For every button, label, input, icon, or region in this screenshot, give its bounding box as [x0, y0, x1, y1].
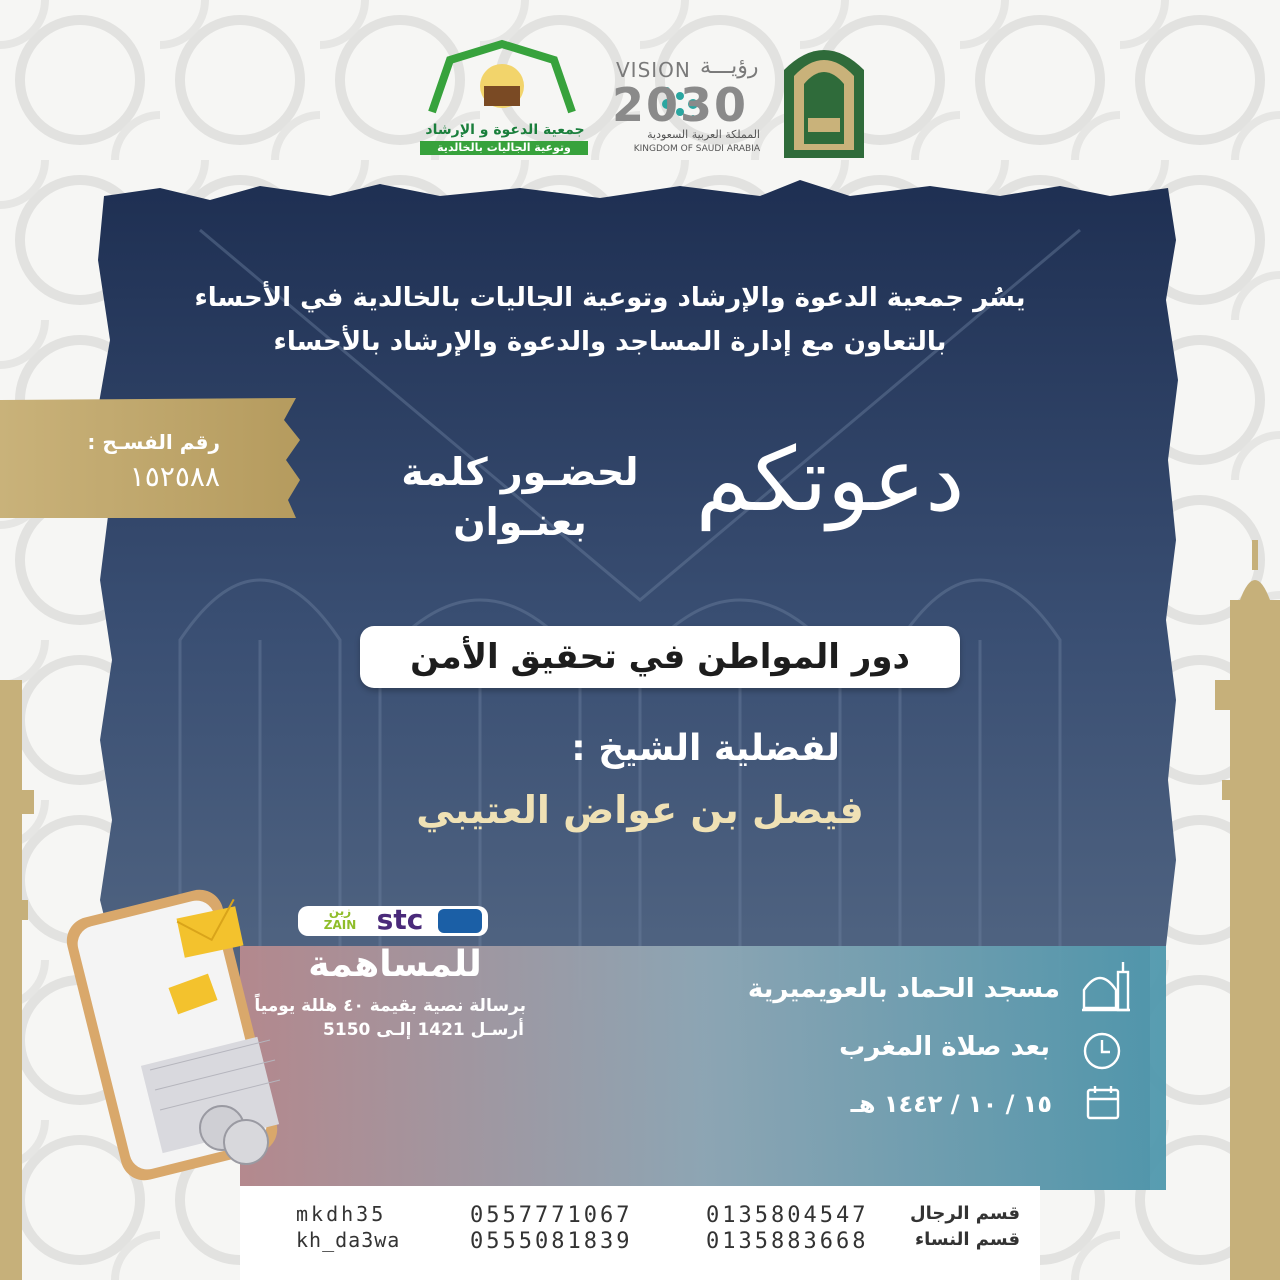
donation-description: برسالة نصية بقيمة ٤٠ هللة يومياً [254, 996, 526, 1016]
lecture-title: دور المواطن في تحقيق الأمن [410, 637, 910, 677]
whatsapp-phone-1[interactable]: 0557771067 [470, 1203, 633, 1228]
donation-send-instruction: أرسـل 1421 إلـى 5150 [323, 1020, 524, 1040]
permit-label: رقم الفسـح : [87, 430, 220, 454]
donation-title: للمساهمة [308, 944, 482, 985]
vision-arabic: رؤيـــة [700, 54, 759, 79]
mosque-location: مسجد الحماد بالعويميرية [747, 974, 1060, 1004]
vision-year: 2030 [612, 78, 749, 132]
charity-logo-name: جمعية الدعوة و الإرشاد [425, 122, 585, 138]
zain-logo: زين ZAIN [323, 904, 357, 932]
twitter-handle[interactable]: kh_da3wa [296, 1228, 401, 1252]
permit-number: ١٥٢٥٨٨ [129, 460, 220, 493]
whatsapp-phone-2[interactable]: 0555081839 [470, 1229, 633, 1254]
event-time: بعد صلاة المغرب [839, 1032, 1050, 1062]
women-phone[interactable]: 0135883668 [706, 1229, 869, 1254]
event-date: ١٥ / ١٠ / ١٤٤٢ هـ [850, 1090, 1052, 1118]
attend-line-2: بعنـوان [453, 500, 587, 544]
instagram-handle[interactable]: mkdh35 [296, 1202, 387, 1226]
men-section-label: قسم الرجال [910, 1203, 1020, 1224]
invite-calligraphy: دعوتكم [695, 428, 965, 531]
vision-word: VISION [616, 58, 691, 82]
women-section-label: قسم النساء [914, 1229, 1020, 1250]
sheikh-label: لفضلية الشيخ : [571, 728, 840, 769]
vision-ksa-english: KINGDOM OF SAUDI ARABIA [633, 144, 760, 154]
sheikh-name: فيصل بن عواض العتيبي [416, 788, 864, 832]
attend-line-1: لحضـور كلمة [401, 450, 639, 494]
charity-logo-subname: وتوعية الجاليات بالخالدية [420, 141, 588, 155]
vision-ksa-arabic: المملكة العربية السعودية [647, 128, 760, 141]
men-phone[interactable]: 0135804547 [706, 1203, 869, 1228]
intro-line-2: بالتعاون مع إدارة المساجد والدعوة والإرشاد بالأحساء [273, 327, 947, 357]
stc-logo: stc [376, 903, 424, 936]
mobily-logo [438, 909, 482, 933]
intro-line-1: يسُر جمعية الدعوة والإرشاد وتوعية الجاليات بالخالدية في الأحساء [194, 283, 1026, 313]
